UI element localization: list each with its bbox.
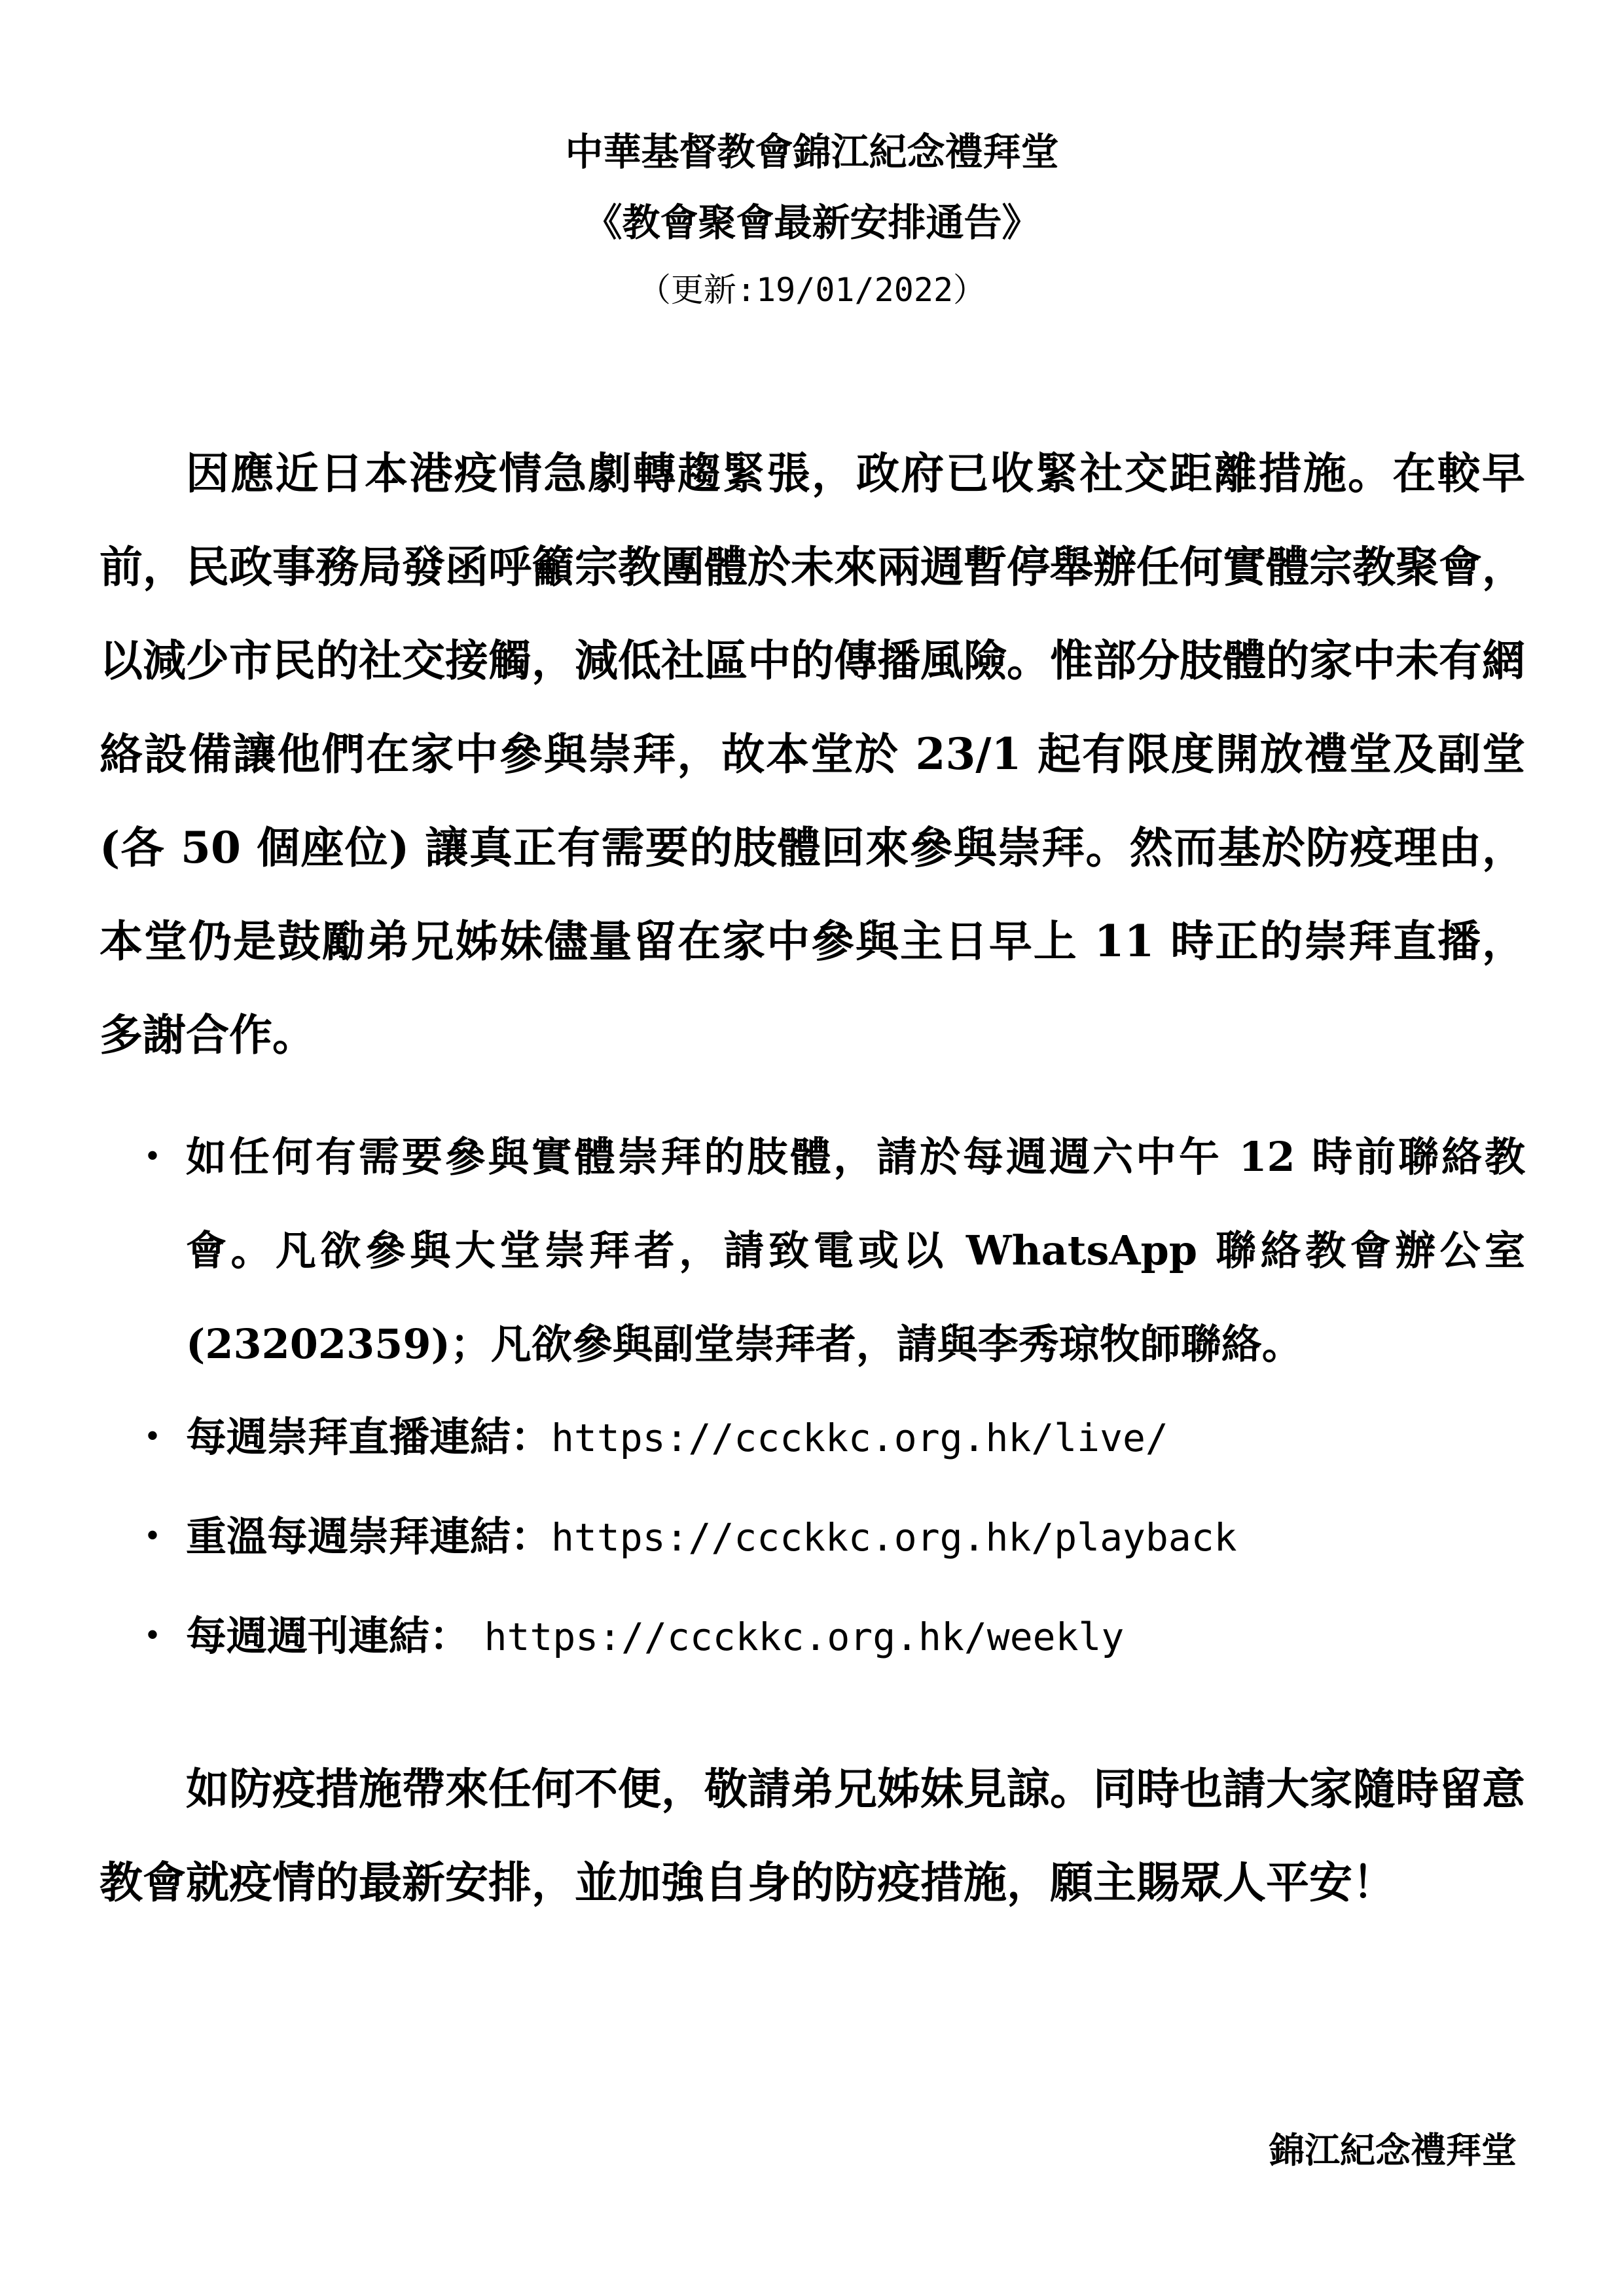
- update-date: （更新:19/01/2022）: [638, 271, 986, 309]
- bullet-marker: ・: [132, 1612, 173, 1660]
- church-name-heading: 中華基督教會錦江紀念禮拜堂: [565, 130, 1059, 174]
- playback-link[interactable]: https://ccckkc.org.hk/playback: [551, 1515, 1237, 1560]
- bullet-item-weekly-link: [99, 1589, 1525, 1684]
- bullet-list-playback: [99, 1490, 1525, 1585]
- bullet-list: [99, 1110, 1525, 1391]
- live-link[interactable]: https://ccckkc.org.hk/live/: [551, 1416, 1168, 1460]
- playback-link-label: 重溫每週崇拜連結：: [186, 1513, 552, 1560]
- bullet-item-playback-link: [99, 1490, 1525, 1585]
- bullet-list-weekly: [99, 1589, 1525, 1684]
- live-link-label: 每週崇拜直播連結：: [186, 1413, 552, 1461]
- registration-instructions: 如任何有需要參與實體崇拜的肢體，請於每週週六中午 12 時前聯絡教會。凡欲參與大堂崇拜者，請致電或以 WhatsApp 聯絡教會辦公室(23202359)；凡欲參與副堂崇拜者，請與李秀琼牧師聯絡。: [186, 1133, 1525, 1368]
- bullet-marker: ・: [132, 1133, 173, 1181]
- weekly-link-label: 每週週刊連結：: [186, 1612, 484, 1660]
- closing-paragraph: 如防疫措施帶來任何不便，敬請弟兄姊妹見諒。同時也請大家隨時留意教會就疫情的最新安排，並加強自身的防疫措施，願主賜眾人平安！: [99, 1763, 1525, 1908]
- bullet-marker: ・: [132, 1413, 173, 1461]
- notice-title: 《教會聚會最新安排通告》: [584, 200, 1040, 245]
- signature: 錦江紀念禮拜堂: [1269, 2129, 1517, 2171]
- bullet-list-live: [99, 1390, 1525, 1485]
- intro-paragraph: 因應近日本港疫情急劇轉趨緊張，政府已收緊社交距離措施。在較早前，民政事務局發函呼籲宗教團體於未來兩週暫停舉辦任何實體宗教聚會，以減少市民的社交接觸，減低社區中的傳播風險。惟部分肢體的家中未有網絡設備讓他們在家中參與崇拜，故本堂於 23/1 起有限度開放禮堂及副堂(各 50 個座位) 讓真正有需要的肢體回來參與崇拜。然而基於防疫理由，本堂仍是鼓勵弟兄姊妹儘量留在家中參與主日早上 11 時正的崇拜直播，多謝合作。: [99, 448, 1525, 1060]
- weekly-link[interactable]: https://ccckkc.org.hk/weekly: [484, 1615, 1125, 1659]
- bullet-item-live-link: [99, 1390, 1525, 1485]
- bullet-item-registration: [99, 1110, 1525, 1391]
- bullet-marker: ・: [132, 1513, 173, 1560]
